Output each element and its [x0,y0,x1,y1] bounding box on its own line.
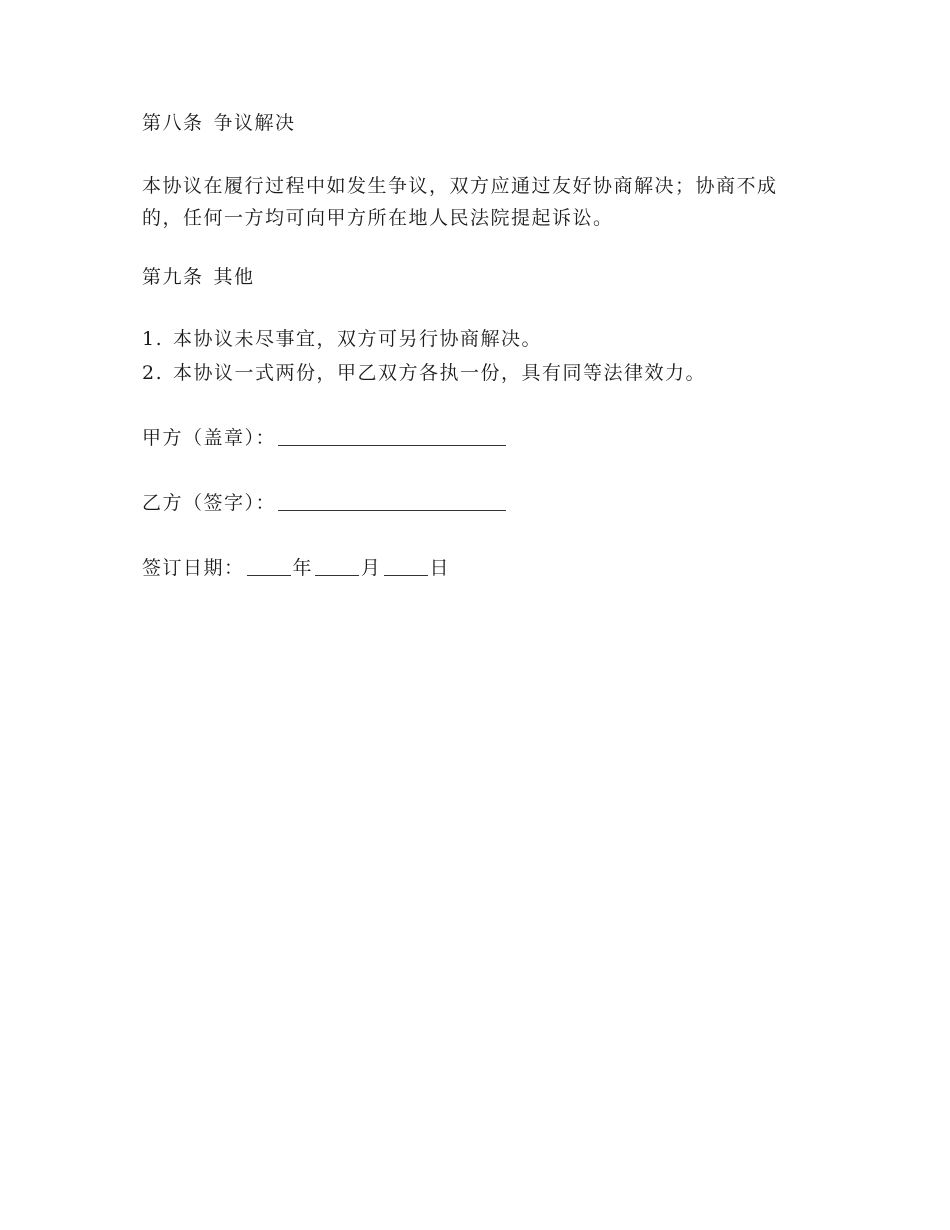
party-a-blank[interactable] [278,423,506,446]
article-9-title: 其他 [213,266,255,288]
list-item [142,356,812,390]
list-item-text: 本协议未尽事宜，双方可另行协商解决。 [173,328,543,350]
day-blank[interactable] [384,553,428,576]
year-blank[interactable] [247,553,291,576]
list-item [142,322,812,356]
month-label: 月 [361,557,382,579]
article-9-heading [142,260,812,294]
party-a-signature-line [142,421,812,455]
article-9-list [142,322,812,390]
year-label: 年 [292,557,314,579]
party-a-label: 甲方（盖章）： [142,427,277,449]
article-8-heading [142,106,812,140]
list-item-text: 本协议一式两份，甲乙双方各执一份，具有同等法律效力。 [173,362,707,384]
article-8-number: 第八条 [142,112,204,134]
party-b-blank[interactable] [278,488,506,511]
date-label: 签订日期： [142,557,245,579]
list-item-number: 2. [142,362,164,384]
article-8-title: 争议解决 [213,112,296,134]
article-9-number: 第九条 [142,266,204,288]
signing-date-line [142,551,812,585]
list-item-number: 1. [142,328,164,350]
party-b-label: 乙方（签字）： [142,492,277,514]
document-content [142,106,812,585]
party-b-signature-line [142,486,812,520]
article-8-paragraph: 本协议在履行过程中如发生争议，双方应通过友好协商解决；协商不成的，任何一方均可向甲方所在地人民法院提起诉讼。 [142,175,778,229]
month-blank[interactable] [315,553,359,576]
day-label: 日 [429,557,451,579]
